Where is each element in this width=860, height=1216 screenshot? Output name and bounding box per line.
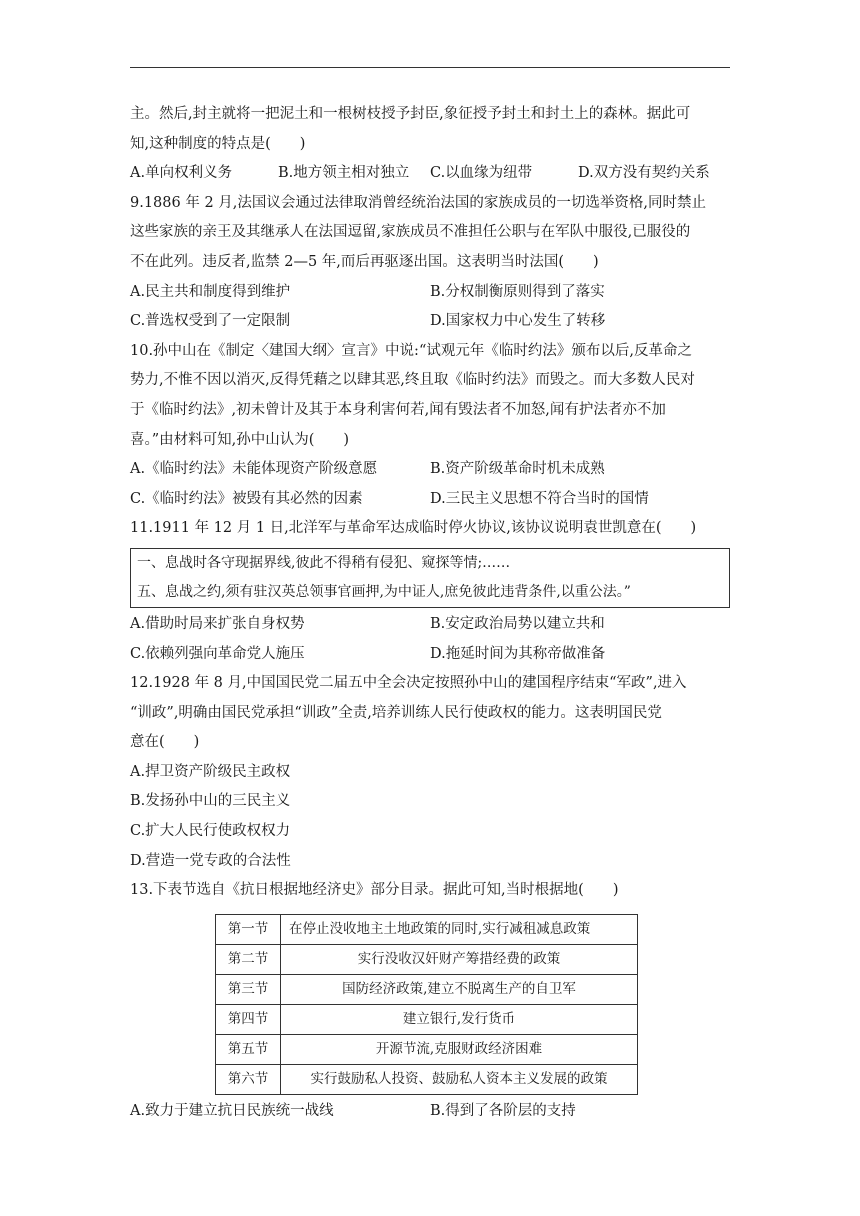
option-b[interactable]: B.分权制衡原则得到了落实 (430, 283, 605, 300)
option-b[interactable]: B.得到了各阶层的支持 (430, 1102, 576, 1119)
question-text-line: 11.1911 年 12 月 1 日,北洋军与革命军达成临时停火协议,该协议说明袁世凯意在( ) (130, 520, 697, 537)
question-text-line: 12.1928 年 8 月,中国国民党二届五中全会决定按照孙中山的建国程序结束“军政”,进入 (130, 675, 687, 692)
question-12 (130, 669, 730, 876)
options-row (130, 640, 730, 670)
option-c[interactable]: C.依赖列强向革命党人施压 (130, 645, 305, 662)
question-text-line: 不在此列。违反者,监禁 2—5 年,而后再驱逐出国。这表明当时法国( ) (130, 253, 599, 270)
section-cell: 第五节 (216, 1034, 281, 1064)
question-text-line: 13.下表节选自《抗日根据地经济史》部分目录。据此可知,当时根据地( ) (130, 882, 619, 899)
question-13 (130, 876, 730, 1126)
question-text-line: “训政”,明确由国民党承担“训政”全责,培养训练人民行使政权的能力。这表明国民党 (130, 704, 662, 721)
option-d[interactable]: D.拖延时间为其称帝做准备 (430, 645, 606, 662)
options-row (130, 610, 730, 640)
option-b[interactable]: B.发扬孙中山的三民主义 (130, 793, 291, 810)
quote-line: 五、息战之约,须有驻汉英总领事官画押,为中证人,庶免彼此违背条件,以重公法。” (137, 583, 631, 600)
option-b[interactable]: B.安定政治局势以建立共和 (430, 615, 605, 632)
options-row (130, 278, 730, 308)
option-d[interactable]: D.三民主义思想不符合当时的国情 (430, 490, 649, 507)
section-cell: 第一节 (216, 914, 281, 944)
question-text-line: 9.1886 年 2 月,法国议会通过法律取消曾经统治法国的家族成员的一切选举资格,同时禁止 (130, 194, 707, 211)
table-row (216, 914, 638, 944)
options-row (130, 485, 730, 515)
contents-table (215, 914, 638, 1095)
options-row (130, 159, 730, 189)
section-cell: 第二节 (216, 944, 281, 974)
table-row (216, 1034, 638, 1064)
option-b[interactable]: B.资产阶级革命时机未成熟 (430, 461, 605, 478)
option-a[interactable]: A.《临时约法》未能体现资产阶级意愿 (130, 461, 378, 478)
option-d[interactable]: D.营造一党专政的合法性 (130, 852, 291, 869)
option-c[interactable]: C.普选权受到了一定限制 (130, 313, 291, 330)
option-d[interactable]: D.双方没有契约关系 (578, 165, 710, 182)
title-cell: 建立银行,发行货币 (281, 1004, 638, 1034)
question-text-line: 意在( ) (130, 734, 200, 751)
option-c[interactable]: C.以血缘为纽带 (430, 165, 533, 182)
question-text-line: 喜。”由材料可知,孙中山认为( ) (130, 431, 350, 448)
question-10 (130, 337, 730, 515)
options-row (130, 1097, 730, 1127)
option-a[interactable]: A.捍卫资产阶级民主政权 (130, 763, 291, 780)
table-row (216, 1064, 638, 1094)
question-11 (130, 514, 730, 669)
option-c[interactable]: C.扩大人民行使政权权力 (130, 823, 291, 840)
table-row (216, 974, 638, 1004)
table-row (216, 1004, 638, 1034)
section-cell: 第六节 (216, 1064, 281, 1094)
option-a[interactable]: A.民主共和制度得到维护 (130, 283, 291, 300)
option-c[interactable]: C.《临时约法》被毁有其必然的因素 (130, 490, 363, 507)
question-text-line: 主。然后,封主就将一把泥土和一根树枝授予封臣,象征授予封土和封土上的森林。据此可 (130, 106, 691, 122)
section-cell: 第四节 (216, 1004, 281, 1034)
quote-box (130, 548, 730, 608)
question-9 (130, 189, 730, 337)
question-text-line: 于《临时约法》,初未曾计及其于本身利害何若,闻有毁法者不加怒,闻有护法者亦不加 (130, 401, 666, 418)
title-cell: 在停止没收地主土地政策的同时,实行减租减息政策 (281, 914, 638, 944)
option-b[interactable]: B.地方领主相对独立 (278, 165, 410, 182)
question-text-line: 这些家族的亲王及其继承人在法国逗留,家族成员不准担任公职与在军队中服役,已服役的 (130, 224, 691, 241)
title-cell: 实行鼓励私人投资、鼓励私人资本主义发展的政策 (281, 1064, 638, 1094)
page-content (130, 100, 730, 1126)
header-rule (130, 67, 730, 68)
question-text-line: 知,这种制度的特点是( ) (130, 135, 306, 152)
question-text-line: 势力,不惟不因以消灭,反得凭藉之以肆其恶,终且取《临时约法》而毁之。而大多数人民对 (130, 372, 695, 389)
option-a[interactable]: A.单向权利义务 (130, 165, 233, 182)
question-8 (130, 100, 730, 189)
option-a[interactable]: A.借助时局来扩张自身权势 (130, 615, 305, 632)
option-d[interactable]: D.国家权力中心发生了转移 (430, 313, 606, 330)
title-cell: 开源节流,克服财政经济困难 (281, 1034, 638, 1064)
title-cell: 实行没收汉奸财产筹措经费的政策 (281, 944, 638, 974)
section-cell: 第三节 (216, 974, 281, 1004)
title-cell: 国防经济政策,建立不脱离生产的自卫军 (281, 974, 638, 1004)
options-row (130, 307, 730, 337)
options-row (130, 455, 730, 485)
quote-line: 一、息战时各守现据界线,彼此不得稍有侵犯、窥探等情;…… (137, 554, 511, 571)
table-row (216, 944, 638, 974)
question-text-line: 10.孙中山在《制定〈建国大纲〉宣言》中说:“试观元年《临时约法》颁布以后,反革命之 (130, 342, 692, 359)
option-a[interactable]: A.致力于建立抗日民族统一战线 (130, 1102, 334, 1119)
